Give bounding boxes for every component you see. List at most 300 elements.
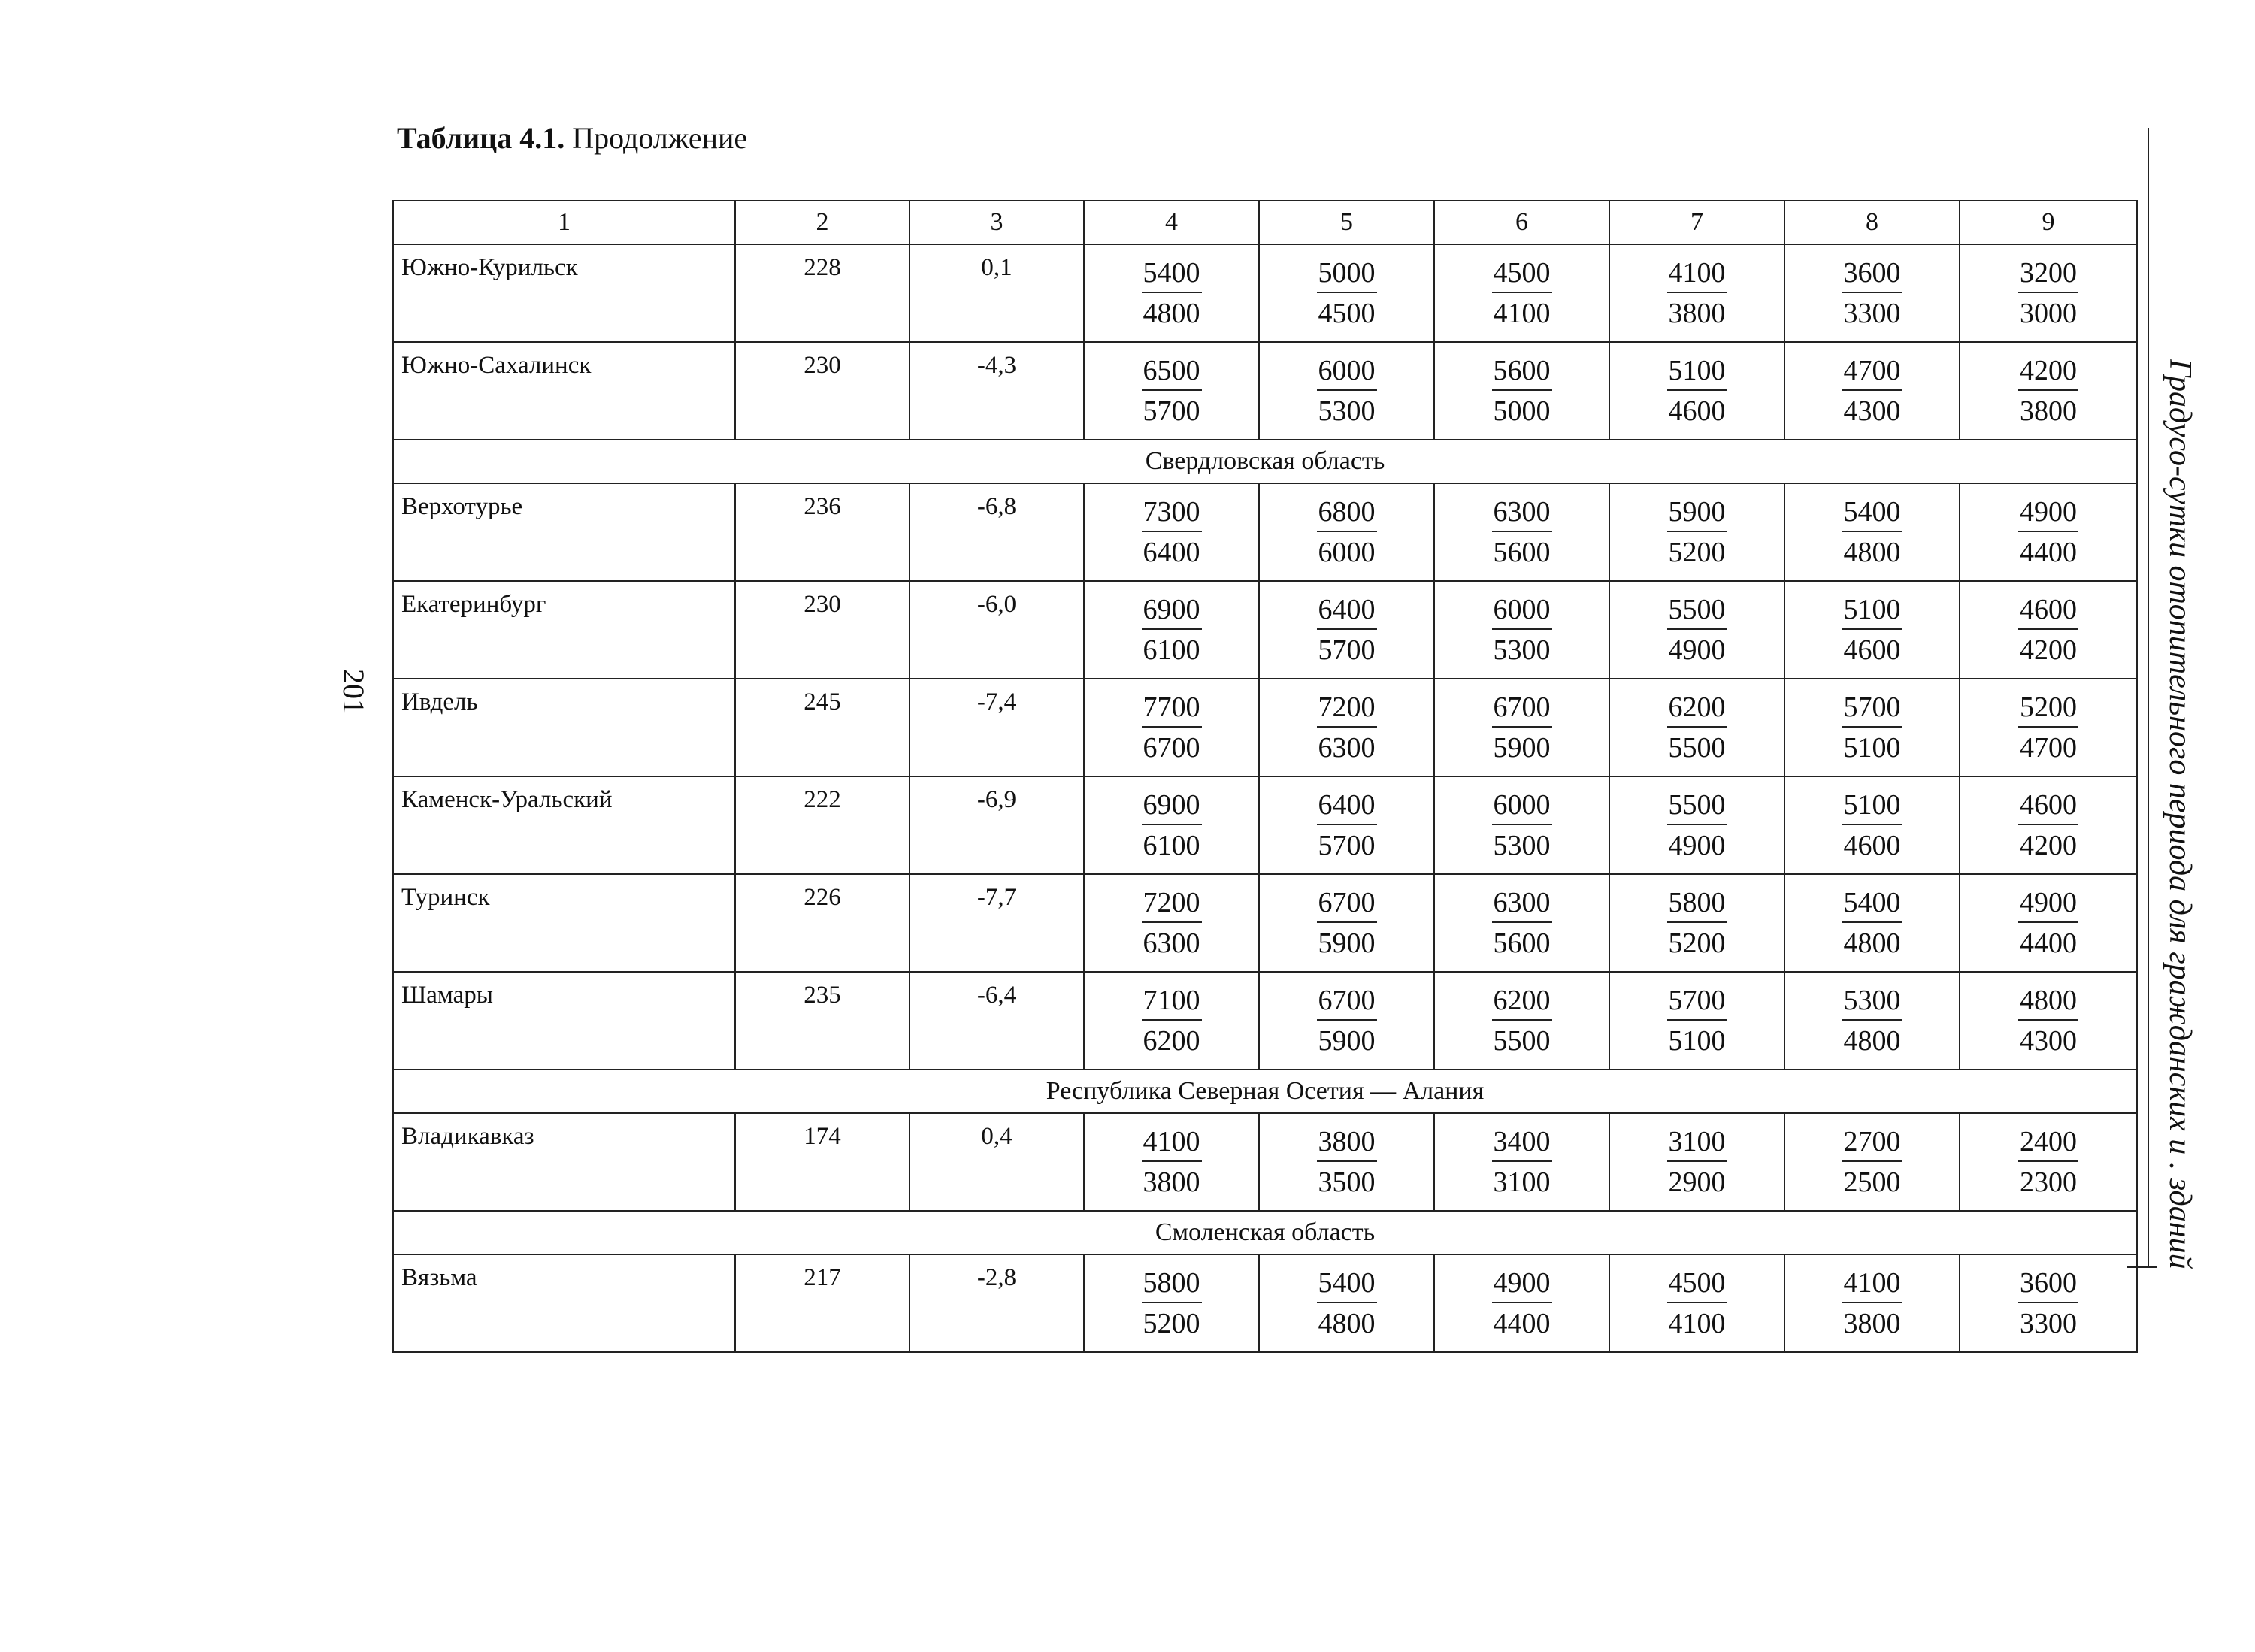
fraction-numerator: 5100	[1667, 353, 1727, 391]
degree-days-cell	[1259, 776, 1434, 874]
degree-days-cell	[1609, 483, 1784, 581]
fraction	[2018, 1266, 2078, 1341]
column-header: 8	[1784, 201, 1960, 244]
fraction-numerator: 6200	[1492, 983, 1552, 1021]
fraction-denominator: 4900	[1668, 634, 1726, 666]
fraction	[2018, 495, 2078, 570]
table-row	[393, 1254, 2137, 1352]
fraction-numerator: 6900	[1142, 592, 1202, 630]
fraction	[1142, 353, 1202, 428]
mean-temperature: -6,0	[910, 581, 1084, 679]
degree-days-cell	[1784, 244, 1960, 342]
section-row	[393, 1070, 2137, 1113]
fraction-denominator: 6300	[1143, 927, 1200, 959]
fraction-numerator: 7100	[1142, 983, 1202, 1021]
degree-days-cell	[1084, 342, 1259, 440]
fraction	[2018, 983, 2078, 1058]
degree-days-cell	[1084, 581, 1259, 679]
fraction-numerator: 6400	[1317, 788, 1377, 825]
fraction	[1142, 592, 1202, 667]
fraction	[1667, 885, 1727, 961]
fraction-numerator: 5700	[1667, 983, 1727, 1021]
fraction-numerator: 7200	[1317, 690, 1377, 728]
degree-days-cell	[1434, 874, 1609, 972]
fraction-denominator: 4700	[2020, 732, 2077, 764]
fraction	[2018, 256, 2078, 331]
fraction-denominator: 4400	[1493, 1308, 1551, 1339]
city-name: Туринск	[393, 874, 735, 972]
table-row	[393, 581, 2137, 679]
table-row	[393, 342, 2137, 440]
fraction-denominator: 3000	[2020, 298, 2077, 329]
fraction-numerator: 4500	[1667, 1266, 1727, 1303]
fraction-numerator: 7700	[1142, 690, 1202, 728]
column-header: 7	[1609, 201, 1784, 244]
fraction-numerator: 5500	[1667, 592, 1727, 630]
degree-days-cell	[1609, 972, 1784, 1070]
fraction-numerator: 6500	[1142, 353, 1202, 391]
fraction	[1142, 983, 1202, 1058]
fraction-denominator: 3300	[1843, 298, 1901, 329]
degree-days-cell	[1784, 1113, 1960, 1211]
degree-days-cell	[1609, 581, 1784, 679]
degree-days-cell	[1784, 874, 1960, 972]
fraction-denominator: 5300	[1493, 634, 1551, 666]
city-name: Ивдель	[393, 679, 735, 776]
degree-days-cell	[1259, 483, 1434, 581]
caption-label: Таблица 4.1.	[397, 121, 565, 155]
fraction	[2018, 885, 2078, 961]
fraction	[1317, 885, 1377, 961]
fraction-denominator: 5700	[1318, 830, 1376, 861]
fraction-numerator: 4600	[2018, 788, 2078, 825]
fraction	[1142, 1124, 1202, 1200]
fraction-denominator: 3500	[1318, 1166, 1376, 1198]
degree-days-cell	[1434, 244, 1609, 342]
fraction-denominator: 5000	[1493, 395, 1551, 427]
fraction-numerator: 5800	[1142, 1266, 1202, 1303]
city-name: Верхотурье	[393, 483, 735, 581]
degree-days-cell	[1259, 581, 1434, 679]
fraction-numerator: 5100	[1842, 788, 1902, 825]
fraction-denominator: 6100	[1143, 830, 1200, 861]
fraction	[1842, 1266, 1902, 1341]
fraction-numerator: 6400	[1317, 592, 1377, 630]
fraction	[1492, 885, 1552, 961]
degree-days-cell	[1609, 342, 1784, 440]
fraction	[1842, 353, 1902, 428]
column-header: 9	[1960, 201, 2137, 244]
heating-period-days: 226	[735, 874, 910, 972]
degree-days-cell	[1434, 581, 1609, 679]
fraction-numerator: 4100	[1842, 1266, 1902, 1303]
heating-period-days: 217	[735, 1254, 910, 1352]
fraction-denominator: 3100	[1493, 1166, 1551, 1198]
fraction	[2018, 788, 2078, 863]
fraction-numerator: 5100	[1842, 592, 1902, 630]
degree-days-cell	[1960, 679, 2137, 776]
fraction	[2018, 592, 2078, 667]
fraction-denominator: 6100	[1143, 634, 1200, 666]
fraction	[1317, 353, 1377, 428]
fraction	[1142, 1266, 1202, 1341]
section-title: Республика Северная Осетия — Алания	[393, 1070, 2137, 1113]
fraction-denominator: 4400	[2020, 927, 2077, 959]
degree-days-cell	[1259, 679, 1434, 776]
degree-days-cell	[1434, 679, 1609, 776]
table-row	[393, 244, 2137, 342]
fraction-denominator: 4300	[1843, 395, 1901, 427]
fraction-numerator: 6000	[1317, 353, 1377, 391]
city-name: Южно-Сахалинск	[393, 342, 735, 440]
fraction-numerator: 4900	[2018, 885, 2078, 923]
fraction-numerator: 7200	[1142, 885, 1202, 923]
fraction-numerator: 5800	[1667, 885, 1727, 923]
fraction	[1492, 256, 1552, 331]
fraction	[1667, 353, 1727, 428]
section-title: Смоленская область	[393, 1211, 2137, 1254]
fraction-numerator: 4600	[2018, 592, 2078, 630]
fraction	[1317, 495, 1377, 570]
fraction	[1842, 983, 1902, 1058]
fraction-numerator: 3200	[2018, 256, 2078, 293]
degree-days-cell	[1434, 776, 1609, 874]
mean-temperature: -6,9	[910, 776, 1084, 874]
fraction-numerator: 7300	[1142, 495, 1202, 532]
degree-days-cell	[1960, 244, 2137, 342]
fraction-denominator: 4800	[1843, 537, 1901, 568]
degree-days-cell	[1434, 1254, 1609, 1352]
fraction	[1842, 256, 1902, 331]
column-header: 2	[735, 201, 910, 244]
fraction-denominator: 4100	[1493, 298, 1551, 329]
fraction	[1492, 495, 1552, 570]
heating-period-days: 235	[735, 972, 910, 1070]
degree-days-cell	[1434, 1113, 1609, 1211]
fraction-numerator: 3800	[1317, 1124, 1377, 1162]
degree-days-cell	[1784, 581, 1960, 679]
section-row	[393, 1211, 2137, 1254]
fraction-numerator: 5700	[1842, 690, 1902, 728]
fraction	[1492, 353, 1552, 428]
fraction-denominator: 4300	[2020, 1025, 2077, 1057]
page-number: 201	[337, 669, 371, 714]
degree-days-cell	[1084, 1113, 1259, 1211]
fraction-denominator: 5500	[1668, 732, 1726, 764]
fraction	[1317, 592, 1377, 667]
fraction-numerator: 4900	[1492, 1266, 1552, 1303]
degree-days-cell	[1784, 679, 1960, 776]
fraction	[2018, 353, 2078, 428]
fraction-denominator: 4800	[1843, 927, 1901, 959]
fraction-denominator: 5200	[1668, 537, 1726, 568]
degree-days-cell	[1960, 1254, 2137, 1352]
column-header: 3	[910, 201, 1084, 244]
header-row	[393, 201, 2137, 244]
caption-text: Продолжение	[572, 121, 748, 155]
mean-temperature: 0,1	[910, 244, 1084, 342]
degree-days-cell	[1259, 1113, 1434, 1211]
fraction	[1842, 495, 1902, 570]
fraction-denominator: 2300	[2020, 1166, 2077, 1198]
fraction-denominator: 2500	[1843, 1166, 1901, 1198]
degree-days-cell	[1259, 874, 1434, 972]
mean-temperature: -6,8	[910, 483, 1084, 581]
fraction	[1842, 1124, 1902, 1200]
table-row	[393, 776, 2137, 874]
fraction	[1142, 495, 1202, 570]
fraction-denominator: 5600	[1493, 537, 1551, 568]
fraction-denominator: 4500	[1318, 298, 1376, 329]
fraction-numerator: 2700	[1842, 1124, 1902, 1162]
fraction	[1317, 1266, 1377, 1341]
fraction-denominator: 4800	[1843, 1025, 1901, 1057]
fraction-denominator: 5300	[1318, 395, 1376, 427]
fraction-denominator: 6000	[1318, 537, 1376, 568]
fraction-numerator: 6000	[1492, 592, 1552, 630]
degree-days-cell	[1960, 776, 2137, 874]
fraction	[2018, 1124, 2078, 1200]
fraction	[1667, 256, 1727, 331]
fraction-numerator: 6300	[1492, 495, 1552, 532]
degree-days-cell	[1960, 581, 2137, 679]
fraction-denominator: 3300	[2020, 1308, 2077, 1339]
fraction-denominator: 4800	[1143, 298, 1200, 329]
mean-temperature: -4,3	[910, 342, 1084, 440]
degree-days-cell	[1960, 342, 2137, 440]
heating-period-days: 245	[735, 679, 910, 776]
fraction-denominator: 2900	[1668, 1166, 1726, 1198]
fraction-denominator: 4100	[1668, 1308, 1726, 1339]
fraction-denominator: 5900	[1493, 732, 1551, 764]
table-caption	[397, 120, 747, 156]
fraction	[1667, 1124, 1727, 1200]
section-title: Свердловская область	[393, 440, 2137, 483]
degree-days-cell	[1960, 874, 2137, 972]
running-title-rule	[2148, 128, 2149, 1266]
fraction-denominator: 4600	[1843, 634, 1901, 666]
column-header: 1	[393, 201, 735, 244]
fraction-denominator: 6200	[1143, 1025, 1200, 1057]
degree-days-cell	[1609, 874, 1784, 972]
fraction-denominator: 3800	[1668, 298, 1726, 329]
fraction-denominator: 5100	[1843, 732, 1901, 764]
fraction-denominator: 5700	[1318, 634, 1376, 666]
degree-days-cell	[1609, 679, 1784, 776]
fraction-numerator: 3600	[1842, 256, 1902, 293]
fraction	[1842, 885, 1902, 961]
degree-days-cell	[1084, 972, 1259, 1070]
degree-days-cell	[1609, 1254, 1784, 1352]
degree-days-cell	[1784, 342, 1960, 440]
fraction	[1317, 788, 1377, 863]
column-header: 6	[1434, 201, 1609, 244]
table-body	[393, 201, 2137, 1352]
degree-days-cell	[1434, 483, 1609, 581]
fraction-numerator: 4800	[2018, 983, 2078, 1021]
fraction-denominator: 6400	[1143, 537, 1200, 568]
fraction-denominator: 6300	[1318, 732, 1376, 764]
fraction-numerator: 5400	[1842, 885, 1902, 923]
table-row	[393, 1113, 2137, 1211]
degree-days-cell	[1259, 972, 1434, 1070]
fraction-numerator: 5400	[1842, 495, 1902, 532]
fraction-numerator: 6200	[1667, 690, 1727, 728]
fraction	[1142, 256, 1202, 331]
fraction	[1142, 885, 1202, 961]
degree-days-cell	[1084, 244, 1259, 342]
fraction-numerator: 6700	[1317, 983, 1377, 1021]
fraction	[1317, 1124, 1377, 1200]
mean-temperature: -7,4	[910, 679, 1084, 776]
fraction-denominator: 5300	[1493, 830, 1551, 861]
mean-temperature: -7,7	[910, 874, 1084, 972]
fraction-denominator: 3800	[2020, 395, 2077, 427]
fraction	[1492, 788, 1552, 863]
fraction-denominator: 5500	[1493, 1025, 1551, 1057]
fraction-denominator: 5700	[1143, 395, 1200, 427]
city-name: Вязьма	[393, 1254, 735, 1352]
mean-temperature: 0,4	[910, 1113, 1084, 1211]
fraction-numerator: 6700	[1317, 885, 1377, 923]
fraction	[1667, 592, 1727, 667]
degree-days-cell	[1259, 244, 1434, 342]
degree-days-cell	[1084, 483, 1259, 581]
fraction-denominator: 4600	[1668, 395, 1726, 427]
degree-days-cell	[1434, 972, 1609, 1070]
fraction	[1492, 1124, 1552, 1200]
fraction-denominator: 5200	[1143, 1308, 1200, 1339]
fraction	[2018, 690, 2078, 765]
fraction	[1142, 788, 1202, 863]
running-title: Градусо-сутки отопительного периода для гражданских и . зданий	[2163, 359, 2197, 1269]
fraction-denominator: 5900	[1318, 927, 1376, 959]
degree-days-cell	[1259, 1254, 1434, 1352]
table-row	[393, 483, 2137, 581]
heating-period-days: 228	[735, 244, 910, 342]
fraction	[1667, 690, 1727, 765]
fraction-denominator: 4900	[1668, 830, 1726, 861]
city-name: Шамары	[393, 972, 735, 1070]
fraction	[1492, 1266, 1552, 1341]
fraction	[1842, 690, 1902, 765]
fraction-numerator: 2400	[2018, 1124, 2078, 1162]
mean-temperature: -6,4	[910, 972, 1084, 1070]
fraction-denominator: 5100	[1668, 1025, 1726, 1057]
section-row	[393, 440, 2137, 483]
fraction-denominator: 4600	[1843, 830, 1901, 861]
degree-days-cell	[1609, 244, 1784, 342]
city-name: Каменск-Уральский	[393, 776, 735, 874]
fraction-numerator: 6800	[1317, 495, 1377, 532]
fraction-numerator: 4100	[1142, 1124, 1202, 1162]
fraction	[1667, 495, 1727, 570]
fraction-numerator: 5500	[1667, 788, 1727, 825]
table-row	[393, 679, 2137, 776]
degree-days-cell	[1784, 972, 1960, 1070]
degree-days-cell	[1960, 1113, 2137, 1211]
heating-period-days: 222	[735, 776, 910, 874]
degree-days-cell	[1784, 483, 1960, 581]
fraction-denominator: 4400	[2020, 537, 2077, 568]
fraction-numerator: 5900	[1667, 495, 1727, 532]
fraction-denominator: 5200	[1668, 927, 1726, 959]
column-header: 5	[1259, 201, 1434, 244]
fraction-numerator: 5000	[1317, 256, 1377, 293]
fraction-denominator: 6700	[1143, 732, 1200, 764]
fraction-denominator: 4200	[2020, 634, 2077, 666]
fraction-denominator: 5900	[1318, 1025, 1376, 1057]
fraction	[1142, 690, 1202, 765]
fraction-numerator: 6300	[1492, 885, 1552, 923]
fraction	[1317, 690, 1377, 765]
fraction-numerator: 4200	[2018, 353, 2078, 391]
fraction-numerator: 5300	[1842, 983, 1902, 1021]
fraction-numerator: 3100	[1667, 1124, 1727, 1162]
fraction-denominator: 4200	[2020, 830, 2077, 861]
fraction	[1492, 690, 1552, 765]
fraction-numerator: 6000	[1492, 788, 1552, 825]
fraction-numerator: 5600	[1492, 353, 1552, 391]
fraction-denominator: 3800	[1143, 1166, 1200, 1198]
fraction-numerator: 4500	[1492, 256, 1552, 293]
fraction	[1317, 983, 1377, 1058]
degree-days-cell	[1259, 342, 1434, 440]
heating-period-days: 174	[735, 1113, 910, 1211]
degree-days-cell	[1960, 972, 2137, 1070]
fraction	[1667, 1266, 1727, 1341]
column-header: 4	[1084, 201, 1259, 244]
fraction-numerator: 5200	[2018, 690, 2078, 728]
fraction-numerator: 3600	[2018, 1266, 2078, 1303]
degree-days-cell	[1784, 776, 1960, 874]
fraction-numerator: 5400	[1142, 256, 1202, 293]
table-row	[393, 972, 2137, 1070]
fraction-denominator: 5600	[1493, 927, 1551, 959]
degree-days-cell	[1784, 1254, 1960, 1352]
city-name: Владикавказ	[393, 1113, 735, 1211]
degree-days-cell	[1609, 776, 1784, 874]
fraction-numerator: 4900	[2018, 495, 2078, 532]
degree-days-cell	[1960, 483, 2137, 581]
degree-days-cell	[1434, 342, 1609, 440]
fraction-numerator: 6700	[1492, 690, 1552, 728]
degree-days-cell	[1084, 874, 1259, 972]
fraction	[1667, 788, 1727, 863]
fraction	[1842, 788, 1902, 863]
heating-degree-days-table	[392, 200, 2138, 1353]
fraction	[1842, 592, 1902, 667]
fraction-numerator: 4100	[1667, 256, 1727, 293]
fraction-numerator: 6900	[1142, 788, 1202, 825]
city-name: Южно-Курильск	[393, 244, 735, 342]
heating-period-days: 230	[735, 342, 910, 440]
degree-days-cell	[1609, 1113, 1784, 1211]
table-row	[393, 874, 2137, 972]
fraction	[1492, 592, 1552, 667]
city-name: Екатеринбург	[393, 581, 735, 679]
fraction	[1492, 983, 1552, 1058]
fraction-denominator: 4800	[1318, 1308, 1376, 1339]
fraction-numerator: 5400	[1317, 1266, 1377, 1303]
degree-days-cell	[1084, 679, 1259, 776]
mean-temperature: -2,8	[910, 1254, 1084, 1352]
heating-period-days: 230	[735, 581, 910, 679]
fraction-numerator: 4700	[1842, 353, 1902, 391]
fraction	[1317, 256, 1377, 331]
degree-days-cell	[1084, 1254, 1259, 1352]
fraction-numerator: 3400	[1492, 1124, 1552, 1162]
